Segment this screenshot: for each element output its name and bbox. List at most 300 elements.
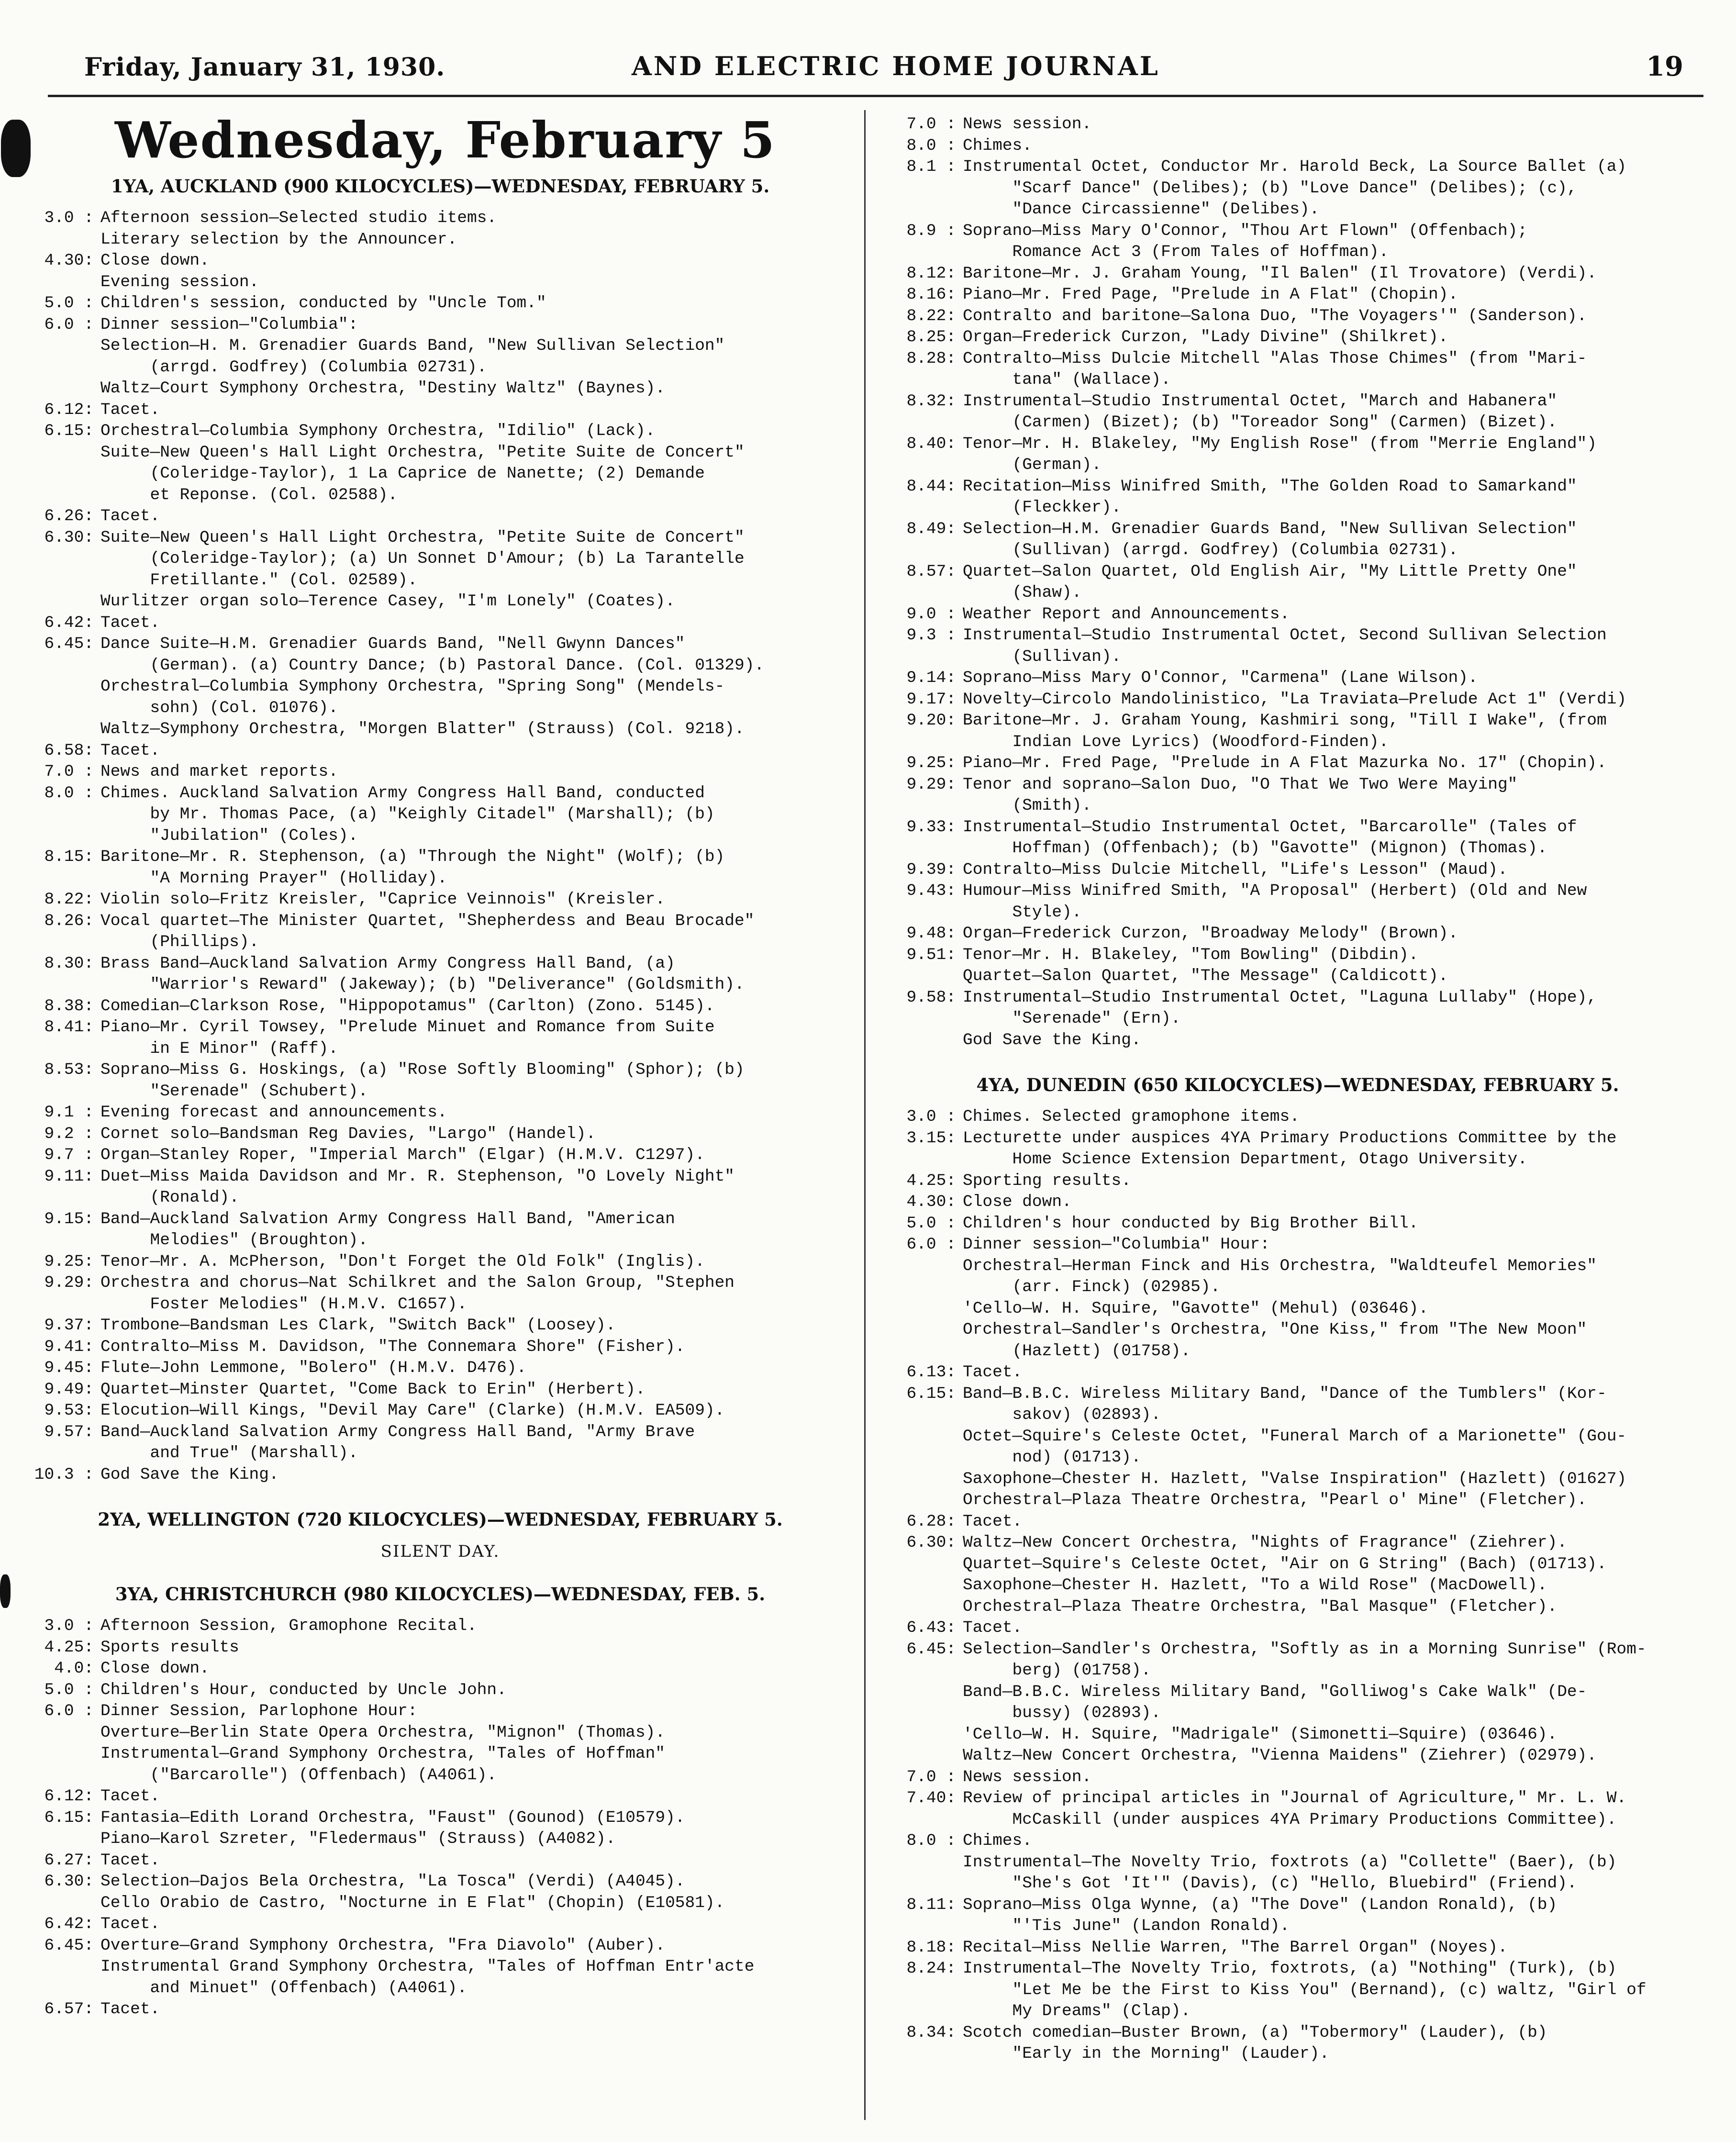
program-entry (29, 974, 852, 996)
program-text: Foster Melodies" (H.M.V. C1657). (100, 1294, 467, 1314)
program-text: Instrumental—Studio Instrumental Octet, "Laguna Lullaby" (Hope), (963, 988, 1597, 1007)
program-time: 9.57: (44, 1422, 94, 1441)
publication-title: AND ELECTRIC HOME JOURNAL (632, 51, 1160, 81)
program-entry (891, 1788, 1704, 1809)
program-time: 6.15: (906, 1384, 956, 1403)
section-gap (891, 1051, 1704, 1067)
program-entry (29, 783, 852, 804)
program-text: Scotch comedian—Buster Brown, (a) "Tobermory" (Lauder), (b) (963, 2023, 1547, 2042)
program-text: Soprano—Miss Mary O'Connor, "Thou Art Flown" (Offenbach); (963, 221, 1528, 240)
program-time (29, 591, 100, 613)
program-text: Orchestral—Sandler's Orchestra, "One Kiss," from "The New Moon" (963, 1320, 1587, 1339)
program-entry (891, 1937, 1704, 1959)
program-text: Fretillante." (Col. 02589). (100, 570, 418, 590)
station-section (891, 114, 1704, 1067)
program-text: Tacet. (100, 2000, 160, 2019)
program-text: Humour—Miss Winifred Smith, "A Proposal" (Herbert) (Old and New (963, 881, 1587, 900)
program-time (891, 1596, 963, 1618)
program-text: Dance Suite—H.M. Grenadier Guards Band, "Nell Gwynn Dances" (100, 635, 685, 653)
program-text: bussy) (02893). (963, 1704, 1161, 1722)
program-time (891, 732, 963, 753)
program-time (891, 497, 963, 519)
program-entry (29, 1081, 852, 1103)
program-time: 8.24: (906, 1959, 956, 1978)
program-entry (29, 1400, 852, 1422)
program-time (29, 1294, 100, 1316)
program-time: 6.13: (906, 1363, 956, 1382)
program-entry (29, 229, 852, 251)
program-time (29, 1230, 100, 1251)
program-time: 6.45: (44, 1936, 94, 1955)
program-text: Vocal quartet—The Minister Quartet, "Shepherdess and Beau Brocade" (100, 911, 755, 930)
program-text: (Shaw). (963, 583, 1082, 602)
program-text: Suite—New Queen's Hall Light Orchestra, "Petite Suite de Concert" (100, 528, 745, 547)
program-text: Waltz—New Concert Orchestra, "Nights of Fragrance" (Ziehrer). (963, 1533, 1567, 1552)
program-text: Tenor—Mr. A. McPherson, "Don't Forget the Old Folk" (Inglis). (100, 1252, 705, 1271)
program-entry (29, 1978, 852, 1999)
program-text: Chimes. Selected gramophone items. (963, 1107, 1300, 1126)
program-entry (891, 327, 1704, 348)
program-entry (29, 506, 852, 527)
program-time: 8.28: (906, 349, 956, 368)
program-time (29, 442, 100, 464)
program-entry (29, 953, 852, 975)
program-time (891, 1405, 963, 1426)
program-text: Instrumental Octet, Conductor Mr. Harold Beck, La Source Ballet (a) (963, 157, 1627, 176)
program-text: and True" (Marshall). (100, 1444, 358, 1462)
program-time: 9.58: (906, 988, 956, 1007)
program-time (29, 378, 100, 400)
program-entry (29, 293, 852, 314)
program-time (891, 2001, 963, 2022)
program-entry (29, 613, 852, 634)
program-text: (Carmen) (Bizet); (b) "Toreador Song" (Carmen) (Bizet). (963, 413, 1558, 432)
program-text: "Serenade" (Ern). (963, 1009, 1181, 1028)
program-text: Quartet—Salon Quartet, Old English Air, "My Little Pretty One" (963, 562, 1577, 581)
program-entry (29, 421, 852, 442)
program-text: Organ—Frederick Curzon, "Broadway Melody" (Brown). (963, 924, 1458, 943)
program-entry (29, 1124, 852, 1145)
column-divider (864, 110, 866, 2120)
program-text: Soprano—Miss Olga Wynne, (a) "The Dove" (Landon Ronald), (b) (963, 1895, 1558, 1914)
program-entry (29, 1914, 852, 1935)
program-entry (891, 519, 1704, 540)
program-text: Children's session, conducted by "Uncle Tom." (100, 294, 546, 312)
program-time: 8.34: (906, 2023, 956, 2042)
program-entry (891, 1767, 1704, 1788)
program-entry (891, 1298, 1704, 1320)
program-text: "Scarf Dance" (Delibes); (b) "Love Dance" (Delibes); (c), (963, 178, 1577, 198)
program-entry (891, 1958, 1704, 1980)
program-time (891, 455, 963, 476)
program-text: Soprano—Miss G. Hoskings, (a) "Rose Softly Blooming" (Sphor); (b) (100, 1060, 745, 1079)
program-entry (891, 306, 1704, 327)
program-time: 8.22: (906, 306, 956, 325)
program-time: 6.0 : (44, 1702, 94, 1720)
program-text: berg) (01758). (963, 1661, 1151, 1680)
program-entry (891, 1106, 1704, 1128)
program-text: Close down. (100, 251, 210, 270)
program-time: 5.0 : (906, 1214, 956, 1233)
program-text: (German). (963, 456, 1102, 474)
program-time (29, 570, 100, 591)
issue-date: Friday, January 31, 1930. (84, 53, 445, 82)
program-time (891, 1852, 963, 1874)
program-text: Tacet. (100, 400, 160, 419)
program-time (891, 1745, 963, 1767)
program-time (29, 804, 100, 826)
program-text: Orchestra and chorus—Nat Schilkret and the Salon Group, "Stephen (100, 1273, 735, 1292)
program-text: Comedian—Clarkson Rose, "Hippopotamus" (Carlton) (Zono. 5145). (100, 996, 715, 1015)
program-time: 9.15: (44, 1209, 94, 1228)
program-entry (891, 1008, 1704, 1030)
program-text: Elocution—Will Kings, "Devil May Care" (Clarke) (H.M.V. EA509). (100, 1401, 725, 1420)
program-entry (891, 1192, 1704, 1213)
program-entry (891, 1277, 1704, 1298)
program-time: 9.49: (44, 1380, 94, 1399)
program-text: Instrumental—Studio Instrumental Octet, Second Sullivan Selection (963, 626, 1607, 645)
program-time: 8.16: (906, 285, 956, 304)
program-text: "Jubilation" (Coles). (100, 826, 358, 845)
program-entry (891, 987, 1704, 1009)
program-entry (891, 1852, 1704, 1874)
program-entry (29, 1893, 852, 1914)
program-time (29, 1956, 100, 1978)
program-time: 9.51: (906, 945, 956, 964)
program-time: 9.14: (906, 669, 956, 687)
program-entry (29, 1230, 852, 1251)
program-time (29, 548, 100, 570)
program-time: 6.43: (906, 1618, 956, 1637)
program-time: 8.53: (44, 1060, 94, 1079)
program-entry (29, 1765, 852, 1786)
program-entry (29, 1956, 852, 1978)
program-time (891, 1724, 963, 1746)
program-time: 6.0 : (906, 1235, 956, 1254)
program-time: 8.40: (906, 434, 956, 453)
program-time (891, 1341, 963, 1362)
program-entry (29, 1379, 852, 1401)
program-entry (891, 732, 1704, 753)
program-entry (891, 1916, 1704, 1937)
program-time (891, 1682, 963, 1703)
program-entry (891, 945, 1704, 966)
program-text: sohn) (Col. 01076). (100, 698, 338, 717)
program-entry (891, 221, 1704, 242)
program-entry (891, 1171, 1704, 1192)
program-entry (29, 335, 852, 357)
program-time: 8.32: (906, 391, 956, 411)
program-entry (891, 1895, 1704, 1916)
program-time (29, 272, 100, 293)
program-time: 8.49: (906, 519, 956, 538)
program-entry (891, 1383, 1704, 1405)
program-entry (29, 1145, 852, 1166)
program-entry (29, 761, 852, 783)
program-text: "Early in the Morning" (Lauder). (963, 2044, 1330, 2063)
program-time (891, 1703, 963, 1724)
program-entry (891, 1682, 1704, 1703)
program-entry (29, 1358, 852, 1379)
program-text: "Warrior's Reward" (Jakeway); (b) "Deliverance" (Goldsmith). (100, 975, 745, 994)
program-time: 8.38: (44, 996, 94, 1015)
program-entry (29, 1722, 852, 1744)
station-heading: 2YA, WELLINGTON (720 KILOCYCLES)—WEDNESDAY, FEBRUARY 5. (98, 1509, 783, 1530)
program-text: Selection—H. M. Grenadier Guards Band, "New Sullivan Selection" (100, 336, 725, 355)
program-text: Suite—New Queen's Hall Light Orchestra, "Petite Suite de Concert" (100, 443, 745, 462)
program-time: 4.30: (44, 251, 94, 270)
program-text: Tenor—Mr. H. Blakeley, "Tom Bowling" (Dibdin). (963, 945, 1419, 964)
program-time (29, 335, 100, 357)
program-entry (29, 442, 852, 464)
program-text: (Coleridge-Taylor), 1 La Caprice de Nanette; (2) Demande (100, 464, 705, 483)
program-entry (29, 1422, 852, 1443)
program-time: 5.0 : (44, 1680, 94, 1699)
program-text: Home Science Extension Department, Otago University. (963, 1150, 1528, 1169)
program-time (891, 1809, 963, 1831)
program-time: 9.29: (44, 1273, 94, 1292)
program-time (891, 1873, 963, 1895)
program-entry (29, 1658, 852, 1680)
program-entry (29, 1616, 852, 1637)
program-text: Selection—Sandler's Orchestra, "Softly as in a Morning Sunrise" (Rom- (963, 1640, 1647, 1659)
program-time (891, 1980, 963, 2001)
program-time (891, 902, 963, 924)
program-text: Piano—Mr. Fred Page, "Prelude in A Flat Mazurka No. 17" (Chopin). (963, 754, 1607, 772)
program-entry (891, 1426, 1704, 1448)
program-entry (891, 817, 1704, 838)
program-time (29, 357, 100, 379)
program-time (29, 868, 100, 890)
program-entry (29, 996, 852, 1017)
program-text: ("Barcarolle") (Offenbach) (A4061). (100, 1765, 497, 1785)
program-text: Lecturette under auspices 4YA Primary Productions Committee by the (963, 1128, 1617, 1148)
program-time: 9.39: (906, 860, 956, 879)
program-entry (29, 208, 852, 229)
program-time (891, 369, 963, 391)
program-text: Recital—Miss Nellie Warren, "The Barrel Organ" (Noyes). (963, 1938, 1508, 1957)
program-text: Soprano—Miss Mary O'Connor, "Carmena" (Lane Wilson). (963, 669, 1478, 687)
program-entry (891, 1362, 1704, 1383)
ink-blot (1, 120, 31, 177)
program-text: Fantasia—Edith Lorand Orchestra, "Faust" (Gounod) (E10579). (100, 1808, 685, 1827)
program-entry (891, 966, 1704, 987)
program-time (891, 242, 963, 263)
program-entry (29, 1038, 852, 1060)
program-entry (891, 668, 1704, 689)
program-time: 6.45: (44, 635, 94, 653)
ink-blot (0, 1574, 11, 1608)
program-time (891, 1426, 963, 1448)
program-time (891, 1554, 963, 1575)
program-text: (Fleckker). (963, 498, 1122, 517)
program-text: Band—Auckland Salvation Army Congress Hall Band, "Army Brave (100, 1422, 695, 1441)
program-entry (891, 1596, 1704, 1618)
program-entry (29, 1743, 852, 1765)
program-text: Novelty—Circolo Mandolinistico, "La Traviata—Prelude Act 1" (Verdi) (963, 690, 1627, 709)
right-sections (891, 114, 1704, 2065)
station-section (29, 175, 852, 1502)
program-entry (891, 1873, 1704, 1895)
program-time (891, 199, 963, 221)
program-entry (29, 932, 852, 953)
program-entry (29, 357, 852, 379)
program-text: Contralto—Miss Dulcie Mitchell, "Life's Lesson" (Maud). (963, 860, 1508, 879)
program-text: Instrumental—The Novelty Trio, foxtrots (a) "Collette" (Baer), (b) (963, 1852, 1617, 1872)
program-entry (29, 1272, 852, 1294)
program-entry (29, 676, 852, 698)
program-entry (29, 527, 852, 549)
program-text: News and market reports. (100, 762, 338, 781)
program-time (891, 1256, 963, 1277)
program-entry (29, 634, 852, 655)
program-time: 8.0 : (906, 136, 956, 155)
program-text: Baritone—Mr. J. Graham Young, "Il Balen" (Il Trovatore) (Verdi). (963, 264, 1597, 283)
program-time (29, 1893, 100, 1914)
program-text: Literary selection by the Announcer. (100, 230, 457, 249)
program-entry (29, 1637, 852, 1659)
program-time (891, 647, 963, 668)
program-time: 8.15: (44, 848, 94, 866)
program-entry (891, 1405, 1704, 1426)
program-time: 9.53: (44, 1401, 94, 1420)
program-time (29, 1081, 100, 1103)
program-entry (29, 272, 852, 293)
program-time (891, 1916, 963, 1937)
program-time (29, 655, 100, 677)
program-time: 3.0 : (44, 209, 94, 227)
program-entry (29, 868, 852, 890)
program-entry (891, 774, 1704, 796)
program-text: McCaskill (under auspices 4YA Primary Productions Committee). (963, 1810, 1617, 1829)
right-column (891, 114, 1704, 2065)
program-text: Waltz—Court Symphony Orchestra, "Destiny Waltz" (Baynes). (100, 379, 666, 398)
program-entry (891, 1618, 1704, 1639)
program-text: Band—Auckland Salvation Army Congress Hall Band, "American (100, 1209, 675, 1228)
program-time (891, 1490, 963, 1511)
program-entry (29, 1251, 852, 1273)
program-time (891, 795, 963, 817)
program-time: 8.22: (44, 890, 94, 909)
program-time: 6.42: (44, 613, 94, 632)
program-text: Piano—Mr. Cyril Towsey, "Prelude Minuet and Romance from Suite (100, 1018, 715, 1037)
program-text: Sporting results. (963, 1171, 1131, 1190)
program-text: Brass Band—Auckland Salvation Army Congress Hall Band, (a) (100, 954, 675, 973)
program-time: 9.45: (44, 1359, 94, 1377)
program-text: Afternoon session—Selected studio items. (100, 209, 497, 227)
program-text: "Let Me be the First to Kiss You" (Bernand), (c) waltz, "Girl of (963, 1980, 1647, 1999)
program-time: 9.25: (906, 754, 956, 772)
program-entry (29, 314, 852, 336)
program-time (29, 1765, 100, 1786)
program-text: Organ—Frederick Curzon, "Lady Divine" (Shilkret). (963, 328, 1448, 346)
program-text: Tacet. (100, 1851, 160, 1870)
program-entry (29, 698, 852, 719)
program-time (29, 698, 100, 719)
station-section (29, 1508, 852, 1562)
program-entry (891, 1213, 1704, 1235)
program-time: 5.0 : (44, 294, 94, 312)
program-entry (891, 1256, 1704, 1277)
header-rule (48, 95, 1703, 97)
program-entry (891, 2001, 1704, 2022)
program-time (891, 1008, 963, 1030)
program-time (891, 540, 963, 561)
program-entry (891, 1532, 1704, 1554)
program-entry (891, 689, 1704, 711)
program-entry (29, 1315, 852, 1337)
program-text: (Sullivan). (963, 647, 1122, 666)
program-entry (891, 604, 1704, 625)
program-text: "Dance Circassienne" (Delibes). (963, 200, 1320, 219)
station-heading: 1YA, AUCKLAND (900 KILOCYCLES)—WEDNESDAY, FEBRUARY 5. (111, 176, 770, 197)
program-entry (29, 548, 852, 570)
program-time (891, 1660, 963, 1682)
program-time (29, 719, 100, 740)
program-text: Selection—H.M. Grenadier Guards Band, "New Sullivan Selection" (963, 519, 1577, 538)
program-entry (29, 1935, 852, 1957)
page-header (0, 0, 1736, 96)
program-entry (891, 1030, 1704, 1051)
program-text: (Phillips). (100, 933, 259, 951)
program-text: Contralto—Miss Dulcie Mitchell "Alas Those Chimes" (from "Mari- (963, 349, 1587, 368)
program-time (29, 1443, 100, 1464)
program-entry (891, 2043, 1704, 2065)
program-time: 3.0 : (906, 1107, 956, 1126)
program-text: Instrumental—Studio Instrumental Octet, "March and Habanera" (963, 391, 1558, 411)
program-time (891, 2043, 963, 2065)
program-time: 6.45: (906, 1640, 956, 1659)
program-text: tana" (Wallace). (963, 370, 1171, 389)
program-time: 8.57: (906, 562, 956, 581)
program-text: Romance Act 3 (From Tales of Hoffman). (963, 243, 1389, 261)
program-text: Tacet. (963, 1363, 1023, 1382)
program-entry (891, 902, 1704, 924)
program-entry (891, 1447, 1704, 1469)
program-entry (29, 378, 852, 400)
program-time: 6.42: (44, 1915, 94, 1933)
program-time: 4.25: (44, 1638, 94, 1657)
program-text: Weather Report and Announcements. (963, 604, 1290, 624)
program-entry (29, 1701, 852, 1722)
program-time (29, 1038, 100, 1060)
program-text: Octet—Squire's Celeste Octet, "Funeral March of a Marionette" (Gou- (963, 1427, 1627, 1446)
program-time (891, 966, 963, 987)
program-entry (891, 582, 1704, 604)
program-time: 8.9 : (906, 221, 956, 240)
program-time: 8.0 : (44, 783, 94, 803)
program-time (29, 1743, 100, 1765)
program-time: 9.1 : (44, 1103, 94, 1122)
program-entry (29, 1807, 852, 1829)
program-time (891, 1298, 963, 1320)
program-time (891, 1319, 963, 1341)
program-text: Tacet. (100, 1787, 160, 1806)
program-time: 8.11: (906, 1895, 956, 1914)
program-entry (891, 1980, 1704, 2001)
program-text: Instrumental—Grand Symphony Orchestra, "Tales of Hoffman" (100, 1744, 666, 1763)
program-entry (891, 1319, 1704, 1341)
program-entry (891, 1745, 1704, 1767)
program-text: Orchestral—Plaza Theatre Orchestra, "Pearl o' Mine" (Fletcher). (963, 1491, 1587, 1509)
program-text: Chimes. Auckland Salvation Army Congress Hall Band, conducted (100, 783, 705, 803)
program-time (891, 582, 963, 604)
program-entry (891, 114, 1704, 135)
program-entry (29, 719, 852, 740)
program-time: 9.37: (44, 1316, 94, 1335)
program-text: News session. (963, 115, 1092, 134)
program-text: et Reponse. (Col. 02588). (100, 485, 398, 504)
